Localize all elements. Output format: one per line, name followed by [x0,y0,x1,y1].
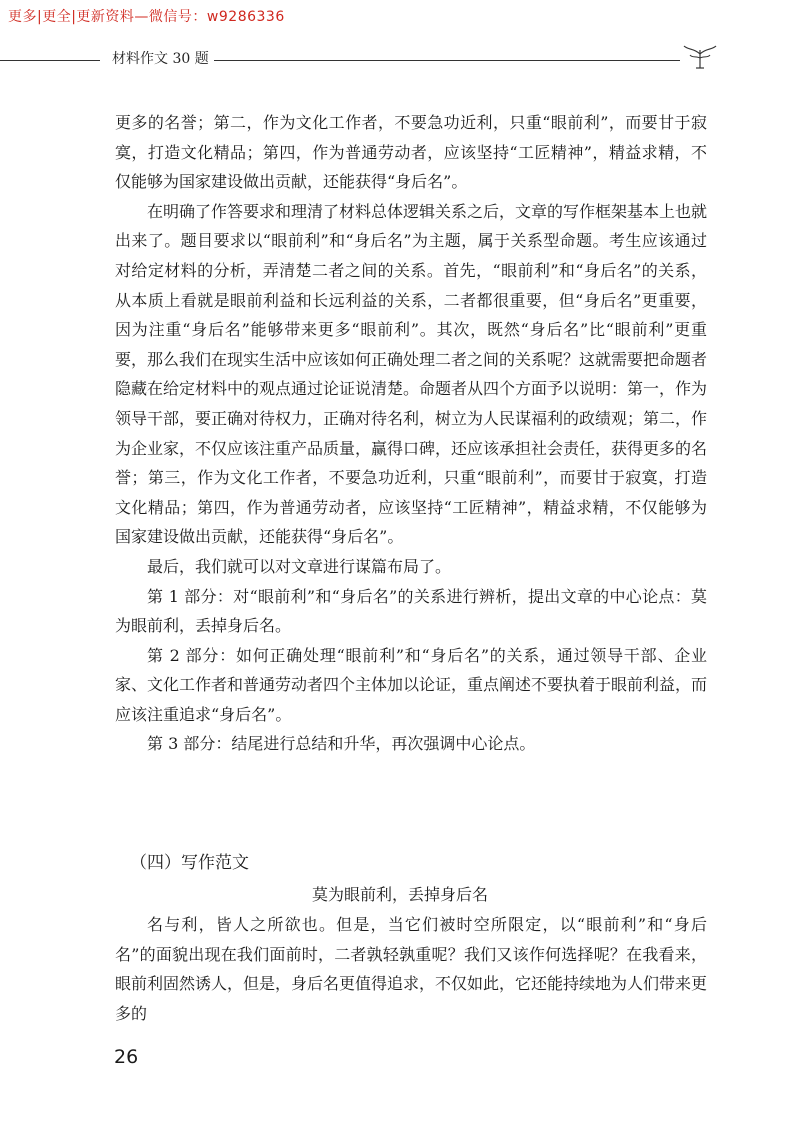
page-number: 26 [114,1046,139,1068]
section-heading: （四）写作范文 [130,853,249,873]
paragraph-part-2: 第 2 部分：如何正确处理“眼前利”和“身后名”的关系，通过领导干部、企业家、文化工作者和普通劳动者四个主体加以论证，重点阐述不要执着于眼前利益，而应该注重追求“身后名”。 [115,645,708,724]
paragraph-continued: 更多的名誉；第二，作为文化工作者，不要急功近利，只重“眼前利”，而要甘于寂寞，打造文化精品；第四，作为普通劳动者，应该坚持“工匠精神”，精益求精，不仅能够为国家建设做出贡献，还能获得“身后名”。 [115,113,707,192]
body-text [115,108,707,759]
essay-body [115,910,707,1028]
paragraph-part-3: 第 3 部分：结尾进行总结和升华，再次强调中心论点。 [147,734,536,754]
header-rule-right [214,60,680,61]
essay-title: 莫为眼前利，丢掉身后名 [311,885,488,904]
watermark-text: 更多|更全|更新资料—微信号：w9286336 [8,9,285,25]
essay-paragraph: 名与利，皆人之所欲也。但是，当它们被时空所限定，以“眼前利”和“身后名”的面貌出现在我们面前时，二者孰轻孰重呢？我们又该作何选择呢？在我看来，眼前利固然诱人，但是，身后名更值得追求，不仅如此，它还能持续地为人们带来更多的 [115,915,708,1023]
running-header [0,46,800,76]
paragraph-layout: 最后，我们就可以对文章进行谋篇布局了。 [147,556,452,576]
header-rule-left [0,60,100,61]
header-title: 材料作文 30 题 [112,51,209,67]
paragraph-part-1: 第 1 部分：对“眼前利”和“身后名”的关系进行辨析，提出文章的中心论点：莫为眼前利，丢掉身后名。 [115,586,707,636]
paragraph-analysis: 在明确了作答要求和理清了材料总体逻辑关系之后，文章的写作框架基本上也就出来了。题目要求以“眼前利”和“身后名”为主题，属于关系型命题。考生应该通过对给定材料的分析，弄清楚二者之间的关系。首先，“眼前利”和“身后名”的关系，从本质上看就是眼前利益和长远利益的关系，二者都很重要，但“身后名”更重要，因为注重“身后名”能够带来更多“眼前利”。其次，既然“身后名”比“眼前利”更重要，那么我们在现实生活中应该如何正确处理二者之间的关系呢？这就需要把命题者隐藏在给定材料中的观点通过论证说清楚。命题者从四个方面予以说明：第一，作为领导干部，要正确对待权力，正确对待名利，树立为人民谋福利的政绩观；第二，作为企业家，不仅应该注重产品质量，赢得口碑，还应该承担社会责任，获得更多的名誉；第三，作为文化工作者，不要急功近利，只重“眼前利”，而要甘于寂寞，打造文化精品；第四，作为普通劳动者，应该坚持“工匠精神”，精益求精，不仅能够为国家建设做出贡献，还能获得“身后名”。 [115,201,708,547]
leaf-ornament-icon [682,40,718,70]
